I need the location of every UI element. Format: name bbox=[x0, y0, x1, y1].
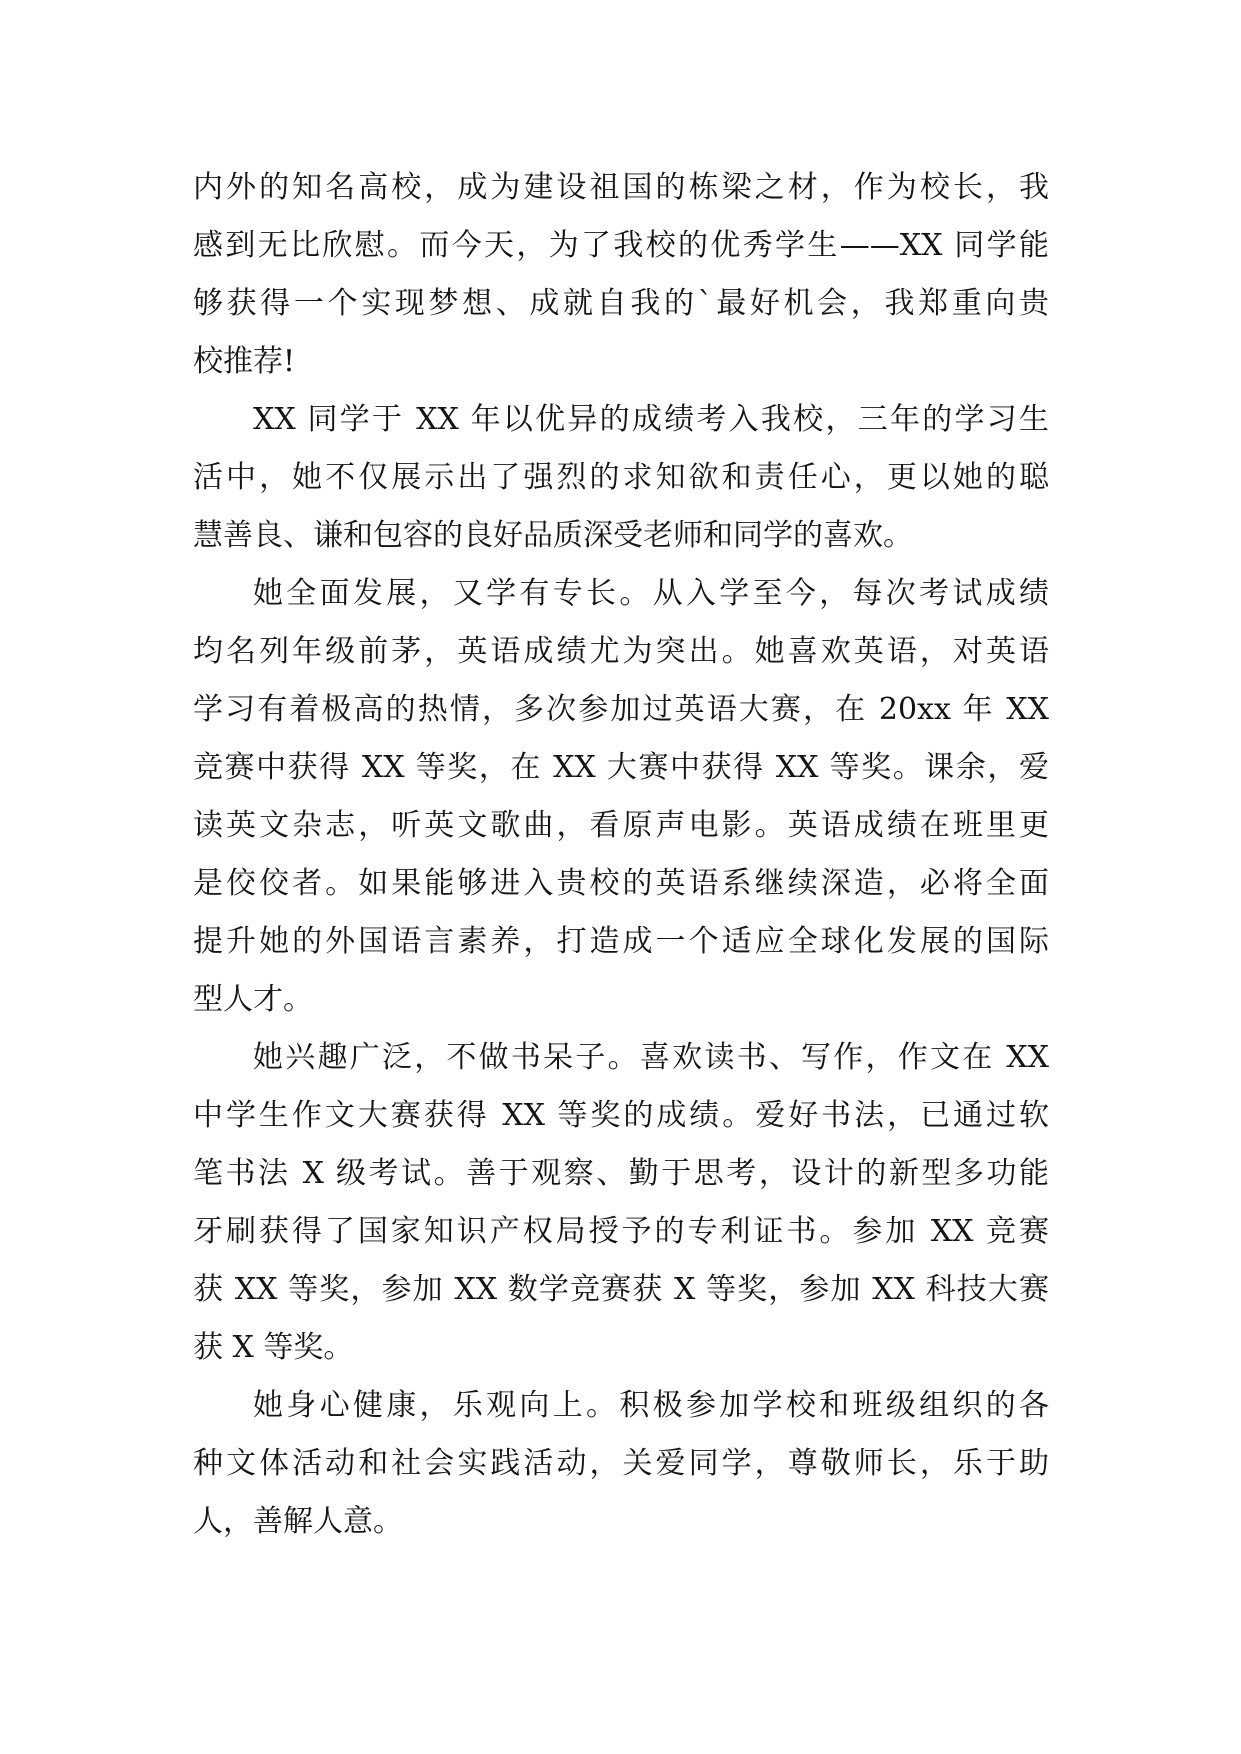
paragraph-3-line-6: 是佼佼者。如果能够进入贵校的英语系继续深造，必将全面 bbox=[193, 866, 1049, 901]
paragraph-3-line-2: 均名列年级前茅，英语成绩尤为突出。她喜欢英语，对英语 bbox=[193, 634, 1049, 669]
paragraph-5-line-1: 她身心健康，乐观向上。积极参加学校和班级组织的各 bbox=[253, 1388, 1049, 1423]
paragraph-5-line-2: 种文体活动和社会实践活动，关爱同学，尊敬师长，乐于助 bbox=[193, 1446, 1049, 1481]
paragraph-1-line-4: 校推荐! bbox=[193, 344, 296, 379]
paragraph-4-line-4: 牙刷获得了国家知识产权局授予的专利证书。参加 XX 竞赛 bbox=[193, 1214, 1049, 1249]
paragraph-4-line-1: 她兴趣广泛，不做书呆子。喜欢读书、写作，作文在 XX bbox=[253, 1040, 1049, 1075]
paragraph-3-line-8: 型人才。 bbox=[193, 982, 313, 1017]
paragraph-3-line-7: 提升她的外国语言素养，打造成一个适应全球化发展的国际 bbox=[193, 924, 1049, 959]
paragraph-3-line-1: 她全面发展，又学有专长。从入学至今，每次考试成绩 bbox=[253, 576, 1049, 611]
paragraph-2-line-3: 慧善良、谦和包容的良好品质深受老师和同学的喜欢。 bbox=[193, 518, 913, 553]
paragraph-1-line-3: 够获得一个实现梦想、成就自我的`最好机会，我郑重向贵 bbox=[193, 286, 1049, 321]
paragraph-4-line-6: 获 X 等奖。 bbox=[193, 1330, 354, 1365]
paragraph-1-line-1: 内外的知名高校，成为建设祖国的栋梁之材，作为校长，我 bbox=[193, 170, 1049, 205]
paragraph-3-line-3: 学习有着极高的热情，多次参加过英语大赛，在 20xx 年 XX bbox=[193, 692, 1049, 727]
paragraph-4-line-5: 获 XX 等奖，参加 XX 数学竞赛获 X 等奖，参加 XX 科技大赛 bbox=[193, 1272, 1049, 1307]
paragraph-4-line-3: 笔书法 X 级考试。善于观察、勤于思考，设计的新型多功能 bbox=[193, 1156, 1049, 1191]
paragraph-5-line-3: 人，善解人意。 bbox=[193, 1504, 403, 1539]
paragraph-3-line-5: 读英文杂志，听英文歌曲，看原声电影。英语成绩在班里更 bbox=[193, 808, 1049, 843]
paragraph-4-line-2: 中学生作文大赛获得 XX 等奖的成绩。爱好书法，已通过软 bbox=[193, 1098, 1049, 1133]
paragraph-3-line-4: 竞赛中获得 XX 等奖，在 XX 大赛中获得 XX 等奖。课余，爱 bbox=[193, 750, 1049, 785]
paragraph-2-line-1: XX 同学于 XX 年以优异的成绩考入我校，三年的学习生 bbox=[253, 402, 1049, 437]
paragraph-1-line-2: 感到无比欣慰。而今天，为了我校的优秀学生——XX 同学能 bbox=[193, 228, 1049, 263]
paragraph-2-line-2: 活中，她不仅展示出了强烈的求知欲和责任心，更以她的聪 bbox=[193, 460, 1049, 495]
